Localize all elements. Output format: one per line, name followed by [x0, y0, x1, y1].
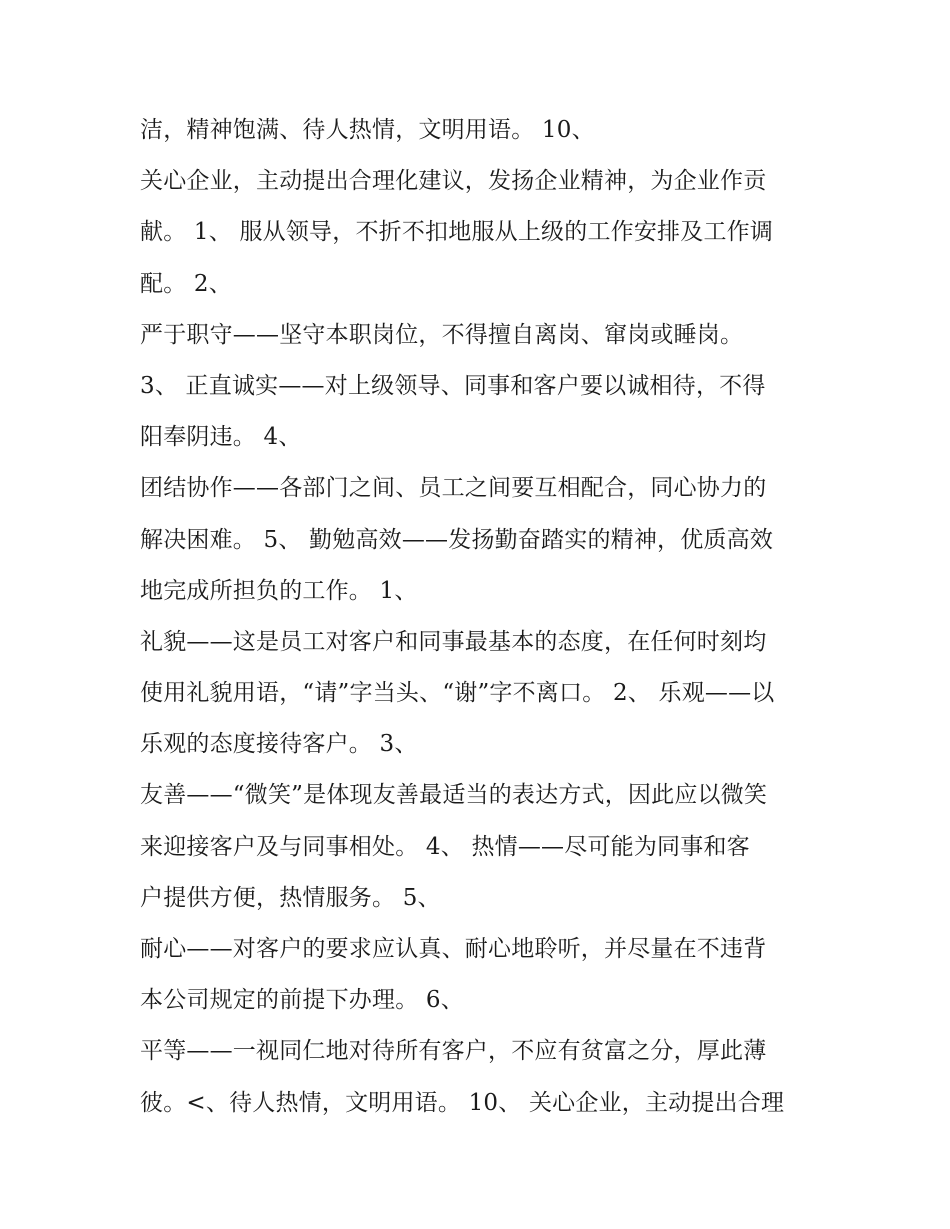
- text-line: 献。 1、 服从领导，不折不扣地服从上级的工作安排及工作调: [140, 219, 774, 246]
- text-line: 解决困难。 5、 勤勉高效——发扬勤奋踏实的精神，优质高效: [140, 526, 774, 553]
- text-line: 来迎接客户及与同事相处。 4、 热情——尽可能为同事和客: [140, 833, 750, 860]
- text-line: 严于职守——坚守本职岗位，不得擅自离岗、窜岗或睡岗。: [140, 321, 744, 348]
- text-line: 关心企业，主动提出合理化建议，发扬企业精神，为企业作贡: [140, 168, 767, 195]
- text-line: 耐心——对客户的要求应认真、耐心地聆听，并尽量在不违背: [140, 936, 767, 962]
- body-text: [140, 108, 840, 1132]
- text-line: 洁，精神饱满、待人热情，文明用语。 10、: [140, 117, 595, 143]
- text-line: 配。 2、: [140, 270, 232, 297]
- text-line: 阳奉阴违。 4、: [140, 424, 302, 451]
- text-line: 礼貌——这是员工对客户和同事最基本的态度，在任何时刻均: [140, 628, 767, 655]
- text-line: 友善——“微笑”是体现友善最适当的表达方式，因此应以微笑: [140, 782, 768, 809]
- text-line: 使用礼貌用语，“请”字当头、“谢”字不离口。 2、 乐观——以: [140, 680, 775, 707]
- text-line: 3、 正直诚实——对上级领导、同事和客户要以诚相待，不得: [140, 372, 766, 399]
- text-line: 户提供方便，热情服务。 5、: [140, 884, 441, 911]
- text-line: 乐观的态度接待客户。 3、: [140, 731, 418, 758]
- text-line: 本公司规定的前提下办理。 6、: [140, 987, 464, 1014]
- text-line: 团结协作——各部门之间、员工之间要互相配合，同心协力的: [140, 475, 767, 502]
- text-line: 平等——一视同仁地对待所有客户，不应有贫富之分，厚此薄: [140, 1038, 767, 1065]
- text-line: 地完成所担负的工作。 1、: [140, 577, 418, 604]
- text-line: 彼。<、待人热情，文明用语。 10、 关心企业，主动提出合理: [140, 1089, 785, 1116]
